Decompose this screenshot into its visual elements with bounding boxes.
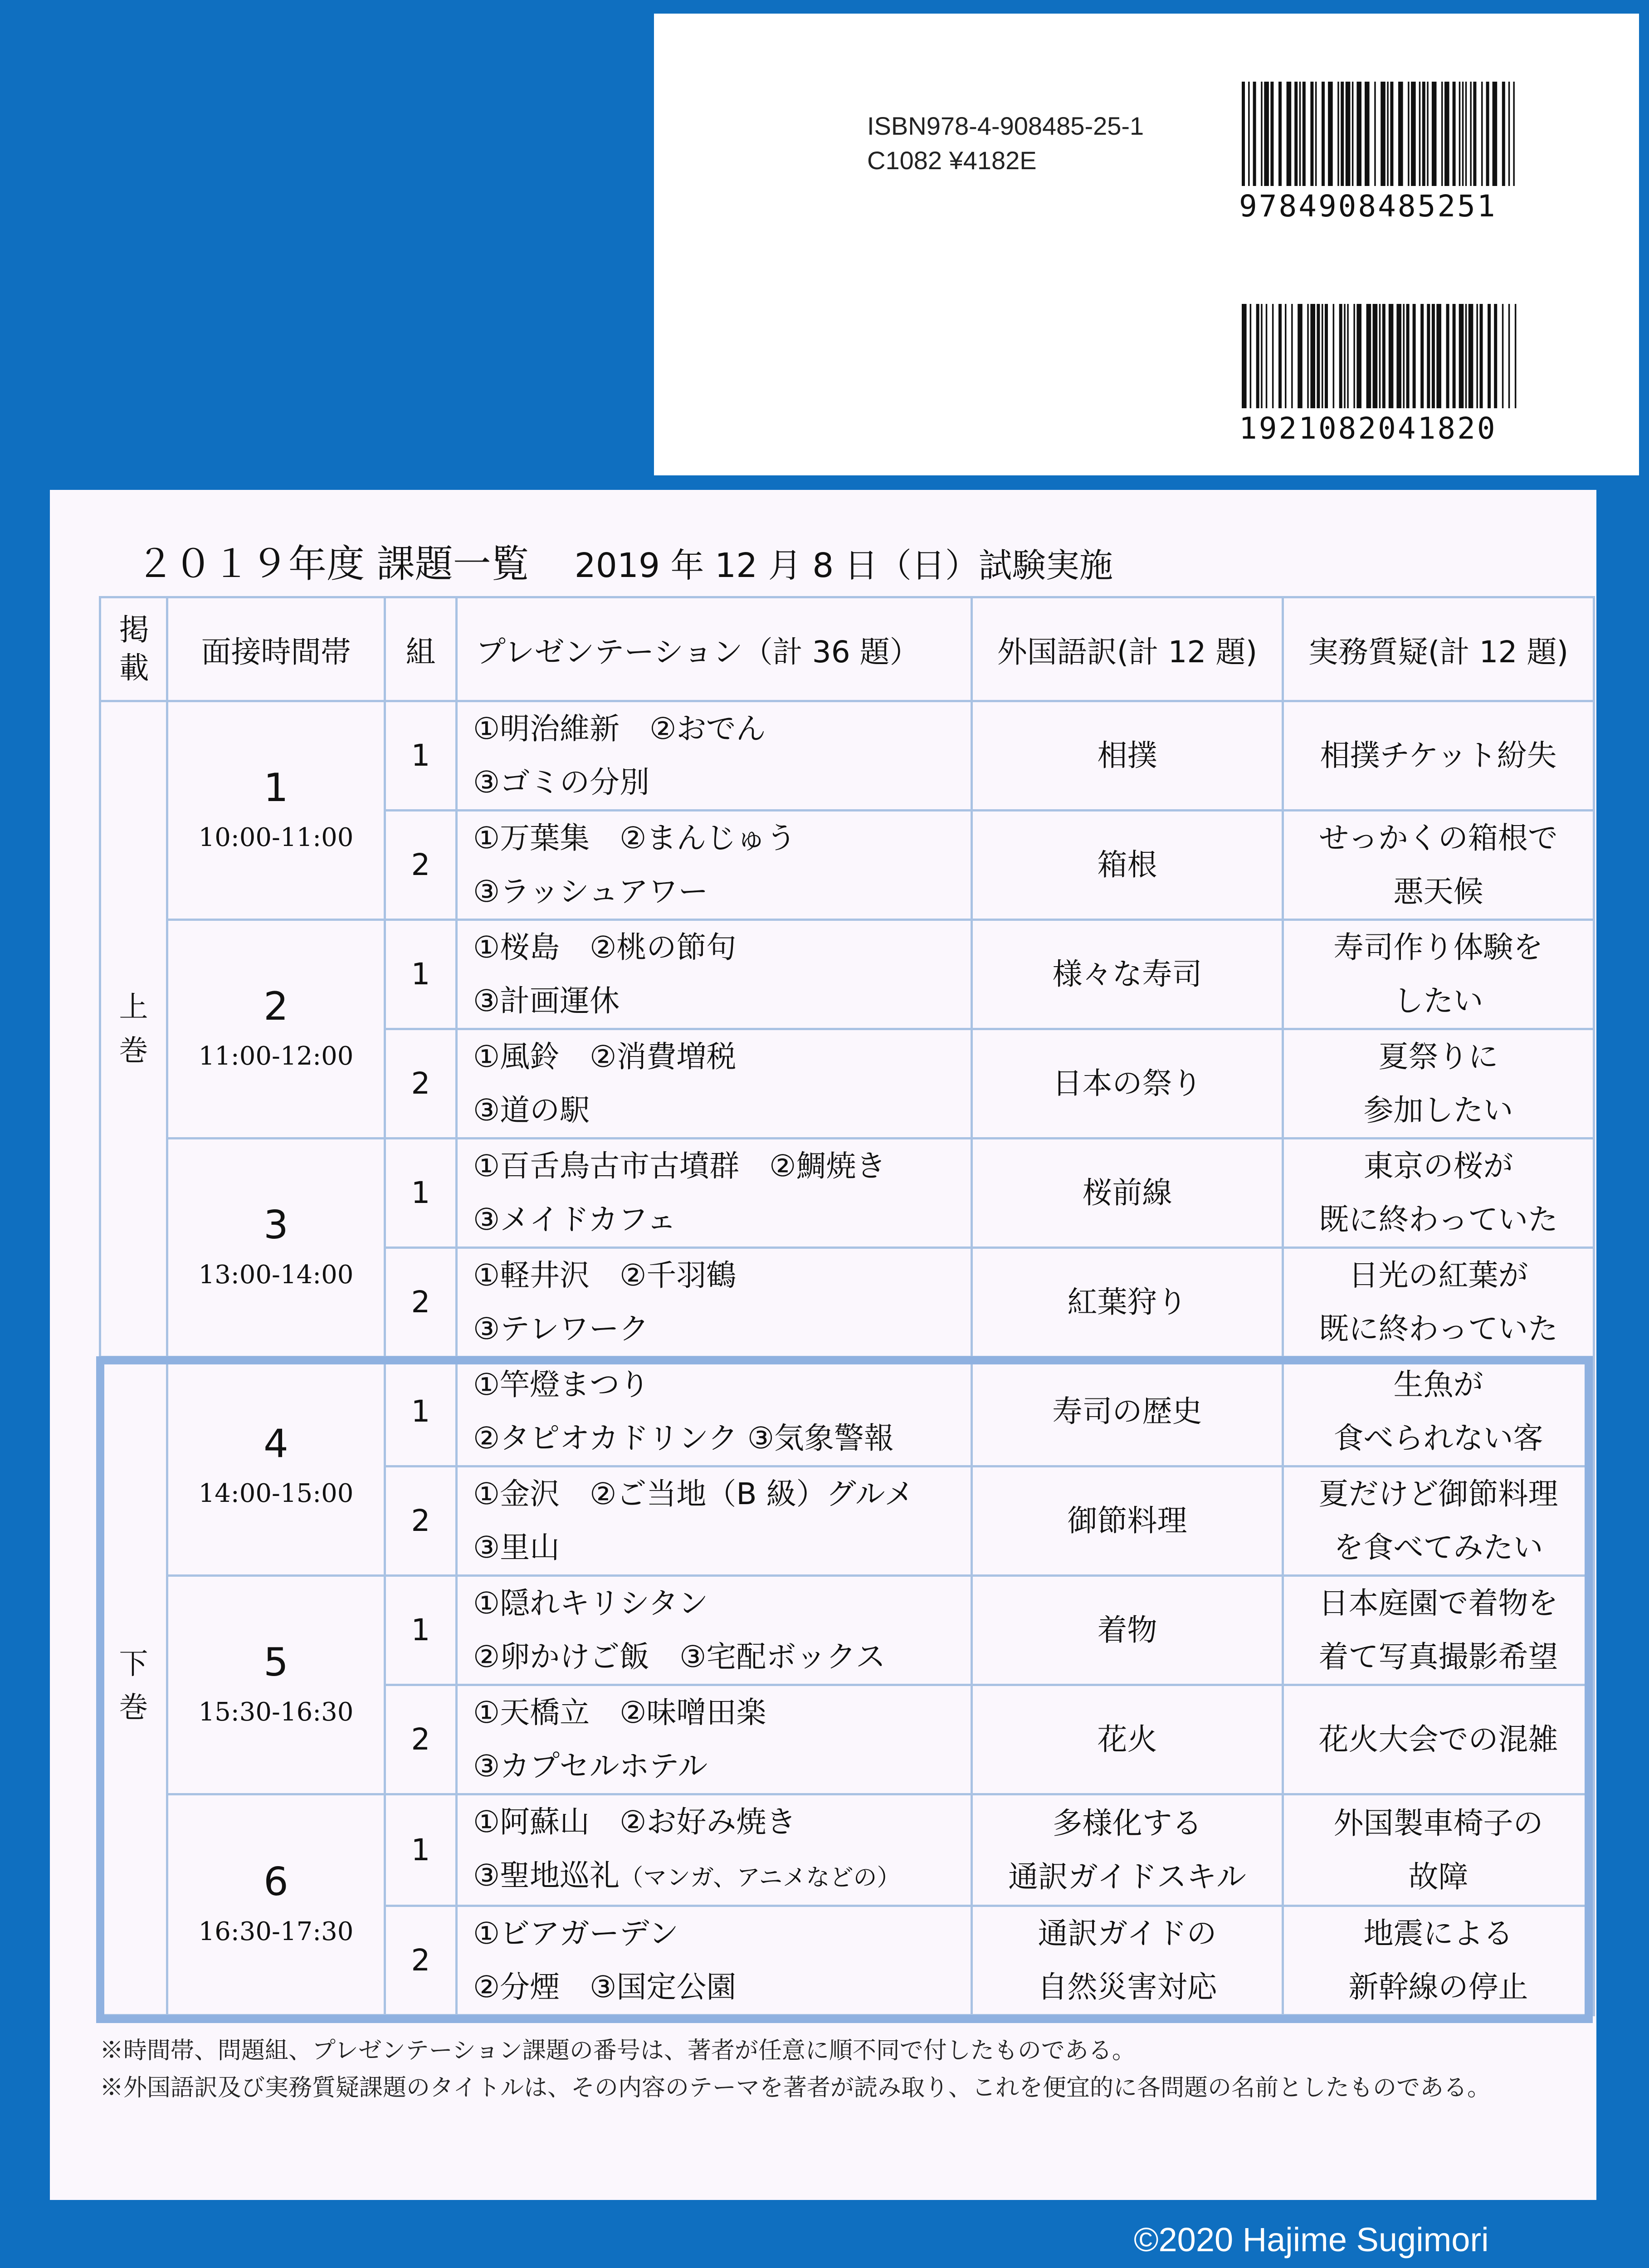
heading-date: 2019 年 12 月 8 日（日）試験実施 [574,546,1113,585]
barcode-bar [1272,304,1274,408]
presentation-line: ②タピオカドリンク ③気象警報 [473,1421,894,1456]
barcode-bar [1373,304,1378,408]
barcode-bar [1486,82,1489,186]
barcode-bar [1242,304,1247,408]
header-translation: 外国語訳(計 12 題) [972,597,1283,701]
barcode-bar [1307,304,1309,408]
translation-line: 寿司の歴史 [1052,1394,1202,1429]
barcode-bar [1298,304,1303,408]
presentation-line: ③里山 [473,1530,560,1565]
isbn-barcode-box [654,14,1639,475]
group-cell: 2 [385,811,457,920]
timeslot-cell [167,1357,385,1576]
timeslot-cell [167,1576,385,1794]
barcode-bar [1502,82,1505,186]
translation-line: 相撲 [1097,738,1157,773]
translation-cell [972,811,1283,920]
barcode-bar [1322,82,1325,186]
translation-cell [972,920,1283,1029]
barcode-bar [1396,304,1401,408]
barcode-bar [1453,304,1456,408]
timeslot-time: 10:00-11:00 [198,822,354,852]
translation-cell [972,1466,1283,1576]
barcode-bar [1390,82,1393,186]
presentation-line: ②分煙 ③国定公園 [473,1970,737,2004]
practical-line: 故障 [1408,1859,1468,1894]
table-row [100,920,1594,1029]
practical-line: 日光の紅葉が [1348,1258,1528,1293]
barcode-bar [1352,82,1354,186]
barcode-bar [1459,82,1461,186]
translation-line: 桜前線 [1082,1175,1172,1210]
barcode-bar [1353,304,1355,408]
practical-cell [1283,1029,1594,1139]
page-heading [136,533,1113,588]
barcode-bar [1278,82,1282,186]
practical-line: 参加したい [1363,1093,1513,1128]
barcode-1 [1239,82,1529,224]
practical-line: 花火大会での混雑 [1318,1722,1558,1757]
barcode-bar [1508,82,1510,186]
presentation-line [473,1849,971,1905]
presentation-line: ③テレワーク [473,1311,649,1346]
presentation-line: ①百舌鳥古市古墳群 ②鯛焼き [473,1149,886,1183]
practical-cell [1283,920,1594,1029]
table-row [100,1794,1594,1906]
translation-cell [972,1248,1283,1357]
barcode-bar [1427,82,1429,186]
group-cell: 1 [385,1139,457,1248]
barcode-bar [1459,304,1464,408]
translation-line: 通訳ガイドスキル [1008,1859,1246,1894]
presentation-line: ①風鈴 ②消費増税 [473,1039,737,1074]
practical-cell [1283,1794,1594,1906]
timeslot-time: 16:30-17:30 [198,1917,354,1946]
presentation-line: ①桜島 ②桃の節句 [473,930,737,965]
topic-table [99,596,1595,2016]
barcode-bar [1470,82,1472,186]
barcode-bar [1446,304,1449,408]
group-cell: 1 [385,1357,457,1466]
translation-line: 通訳ガイドの [1038,1916,1217,1951]
presentation-cell [457,1906,972,2015]
barcode-1-bars [1239,82,1529,186]
translation-line: 様々な寿司 [1052,957,1202,992]
presentation-cell [457,1248,972,1357]
barcode-bar [1310,82,1313,186]
barcode-bar [1476,304,1478,408]
barcode-bar [1341,82,1344,186]
barcode-bar [1422,82,1425,186]
translation-line: 御節料理 [1067,1503,1187,1538]
barcode-bar [1322,304,1323,408]
practical-cell [1283,1685,1594,1794]
barcode-bar [1502,304,1504,408]
barcode-bar [1379,304,1381,408]
presentation-cell [457,920,972,1029]
translation-line: 着物 [1097,1613,1157,1647]
barcode-bar [1432,82,1437,186]
practical-line: 夏だけど御節料理 [1318,1476,1558,1511]
group-cell: 1 [385,920,457,1029]
header-group: 組 [385,597,457,701]
presentation-cell [457,1794,972,1906]
group-cell: 2 [385,1466,457,1576]
volume-lower [100,1357,167,2015]
barcode-bar [1411,82,1416,186]
timeslot-cell [167,1794,385,2015]
barcode-bar [1285,304,1287,408]
isbn-text [867,109,1144,178]
barcode-bar [1333,304,1335,408]
translation-line: 多様化する [1052,1805,1202,1841]
barcode-bar [1473,82,1476,186]
practical-line: を食べてみたい [1333,1530,1543,1565]
barcode-bar [1325,304,1328,408]
barcode-bar [1356,304,1361,408]
group-cell: 2 [385,1685,457,1794]
timeslot-time: 11:00-12:00 [198,1041,354,1071]
timeslot-number: 2 [263,983,288,1029]
barcode-bar [1317,304,1320,408]
barcode-bar [1374,82,1376,186]
group-cell: 1 [385,1576,457,1685]
volume-lower-char1: 下 [119,1647,148,1681]
isbn-line: ISBN978-4-908485-25-1 [867,112,1144,140]
barcode-bar [1420,304,1424,408]
translation-line: 自然災害対応 [1037,1970,1217,2004]
timeslot-number: 3 [263,1202,288,1248]
timeslot-cell [167,701,385,920]
presentation-cell [457,1029,972,1139]
header-practical: 実務質疑(計 12 題) [1283,597,1594,701]
footnote-1: ※時間帯、問題組、プレゼンテーション課題の番号は、著者が任意に順不同で付したものである。 [100,2037,1136,2064]
barcode-bar [1310,304,1315,408]
barcode-bar [1406,304,1410,408]
barcode-bar [1303,82,1306,186]
translation-cell [972,1139,1283,1248]
presentation-line: ③計画運休 [473,983,620,1018]
practical-line: 既に終わっていた [1318,1202,1558,1237]
presentation-line: ①隠れキリシタン [473,1586,708,1621]
barcode-bar [1508,304,1510,408]
practical-line: 東京の桜が [1363,1149,1513,1183]
translation-line: 紅葉狩り [1067,1285,1187,1320]
barcode-bar [1481,82,1483,186]
timeslot-number: 4 [263,1421,288,1466]
barcode-bar [1413,304,1416,408]
barcode-bar [1389,304,1394,408]
group-cell: 1 [385,1794,457,1906]
barcode-bar [1261,82,1263,186]
barcode-bar [1468,304,1473,408]
practical-cell [1283,701,1594,811]
barcode-bar [1328,82,1333,186]
practical-line: 日本庭園で着物を [1318,1586,1558,1621]
barcode-bar [1398,82,1403,186]
volume-upper-char1: 上 [119,990,148,1024]
practical-cell [1283,1906,1594,2015]
presentation-line: ①金沢 ②ご当地（B 級）グルメ [473,1476,914,1511]
translation-cell [972,1794,1283,1906]
translation-cell [972,1906,1283,2015]
presentation-line: ①阿蘇山 ②お好み焼き [473,1804,796,1839]
barcode-bar [1278,304,1282,408]
barcode-bar [1248,82,1250,186]
translation-line: 箱根 [1097,847,1157,882]
presentation-line: ③カプセルホテル [473,1749,708,1784]
practical-cell [1283,1139,1594,1248]
presentation-cell [457,701,972,811]
barcode-bar [1488,304,1491,408]
translation-cell [972,1029,1283,1139]
presentation-cell [457,1685,972,1794]
barcode-2 [1239,304,1529,446]
barcode-bar [1381,82,1386,186]
barcode-2-bars [1239,304,1529,408]
table-row [100,701,1594,811]
practical-line: 寿司作り体験を [1333,930,1543,965]
barcode-bar [1432,304,1435,408]
translation-line: 日本の祭り [1052,1066,1202,1101]
barcode-bar [1339,304,1342,408]
header-volume [100,597,167,701]
footnotes [100,2032,1491,2107]
footnote-2: ※外国語訳及び実務質疑課題のタイトルは、その内容のテーマを著者が読み取り、これを便宜的に各問題の名前としたものである。 [100,2074,1491,2102]
presentation-line: ③ゴミの分別 [473,765,650,800]
timeslot-cell [167,920,385,1139]
barcode-bar [1480,304,1483,408]
practical-cell [1283,811,1594,920]
presentation-line: ①万葉集 ②まんじゅう [473,821,796,855]
translation-line: 花火 [1097,1722,1157,1757]
volume-lower-char2: 巻 [119,1691,148,1725]
table-header-row [100,597,1594,701]
timeslot-number: 5 [263,1639,288,1685]
barcode-bar [1266,304,1268,408]
heading-title: ２０１９年度 課題一覧 [136,542,529,586]
barcode-bar [1366,304,1371,408]
barcode-bar [1494,304,1497,408]
volume-upper [100,701,167,1357]
header-timeslot: 面接時間帯 [167,597,385,701]
barcode-bar [1264,82,1269,186]
presentation-cell [457,1139,972,1248]
presentation-cell [457,1357,972,1466]
barcode-1-number: 9784908485251 [1239,189,1497,224]
presentation-line: ①軽井沢 ②千羽鶴 [473,1258,737,1293]
barcode-bar [1513,82,1515,186]
barcode-bar [1253,82,1256,186]
timeslot-time: 15:30-16:30 [198,1697,354,1727]
timeslot-cell [167,1139,385,1357]
practical-line: したい [1393,983,1483,1018]
practical-line: 地震による [1363,1916,1513,1951]
barcode-bar [1465,82,1467,186]
practical-cell [1283,1357,1594,1466]
timeslot-number: 1 [263,765,288,811]
group-cell: 1 [385,701,457,811]
barcode-bar [1287,82,1292,186]
practical-line: 着て写真撮影希望 [1318,1639,1558,1674]
table-row [100,1357,1594,1466]
barcode-bar [1453,82,1456,186]
presentation-line: ①天橋立 ②味噌田楽 [473,1695,766,1730]
price-code-line: C1082 ¥4182E [867,146,1037,175]
barcode-bar [1356,82,1361,186]
barcode-bar [1337,82,1339,186]
translation-cell [972,1576,1283,1685]
group-cell: 2 [385,1029,457,1139]
table-row [100,1576,1594,1685]
practical-cell [1283,1466,1594,1576]
presentation-note: （マンガ、アニメなどの） [620,1864,901,1892]
barcode-bar [1299,82,1301,186]
barcode-bar [1315,82,1317,186]
presentation-line: ①ビアガーデン [473,1916,679,1951]
barcode-bar [1344,304,1346,408]
practical-line: 相撲チケット紛失 [1320,738,1557,773]
practical-line: 生魚が [1393,1367,1483,1402]
barcode-bar [1382,304,1386,408]
barcode-bar [1270,82,1273,186]
translation-cell [972,1357,1283,1466]
header-presentation: プレゼンテーション（計 36 題） [457,597,972,701]
timeslot-number: 6 [263,1859,288,1905]
presentation-line: ③道の駅 [473,1093,590,1128]
barcode-bar [1256,304,1259,408]
presentation-cell [457,1576,972,1685]
presentation-line: ①竿燈まつり [473,1367,650,1402]
barcode-bar [1403,304,1405,408]
presentation-cell [457,1466,972,1576]
copyright-text: ©2020 Hajime Sugimori [1134,2221,1489,2258]
practical-line: 新幹線の停止 [1348,1970,1528,2004]
practical-line: せっかくの箱根で [1319,821,1558,855]
barcode-bar [1261,304,1263,408]
presentation-line: ①明治維新 ②おでん [473,711,766,746]
header-volume-label: 掲載 [119,612,149,685]
barcode-bar [1444,82,1449,186]
practical-line: 夏祭りに [1378,1039,1498,1074]
presentation-cell [457,811,972,920]
presentation-line: ③ラッシュアワー [473,874,708,909]
barcode-bar [1419,82,1421,186]
practical-line: 既に終わっていた [1318,1311,1558,1346]
barcode-bar [1387,82,1389,186]
presentation-text: ③聖地巡礼 [473,1858,620,1893]
barcode-bar [1291,304,1293,408]
translation-cell [972,1685,1283,1794]
presentation-line: ②卵かけご飯 ③宅配ボックス [473,1639,886,1674]
barcode-2-number: 1921082041820 [1239,411,1497,446]
barcode-bar [1365,82,1370,186]
exam-topic-panel [50,490,1596,2200]
barcode-bar [1408,82,1410,186]
barcode-bar [1493,82,1498,186]
practical-line: 悪天候 [1393,874,1483,909]
practical-cell [1283,1576,1594,1685]
barcode-bar [1436,304,1441,408]
barcode-bar [1347,304,1349,408]
table-row [100,1139,1594,1248]
barcode-bar [1462,82,1464,186]
barcode-bar [1441,82,1443,186]
timeslot-time: 13:00-14:00 [198,1260,354,1290]
volume-upper-char2: 巻 [119,1034,148,1068]
barcode-bar [1294,82,1298,186]
barcode-bar [1465,304,1467,408]
practical-cell [1283,1248,1594,1357]
practical-line: 外国製車椅子の [1333,1805,1543,1841]
barcode-bar [1242,82,1245,186]
group-cell: 2 [385,1906,457,2015]
barcode-bar [1515,304,1517,408]
presentation-line: ③メイドカフェ [473,1202,677,1237]
barcode-bar [1250,304,1252,408]
barcode-bar [1427,304,1430,408]
barcode-bar [1346,82,1351,186]
practical-line: 食べられない客 [1333,1421,1543,1456]
timeslot-time: 14:00-15:00 [198,1478,354,1508]
group-cell: 2 [385,1248,457,1357]
translation-cell [972,701,1283,811]
